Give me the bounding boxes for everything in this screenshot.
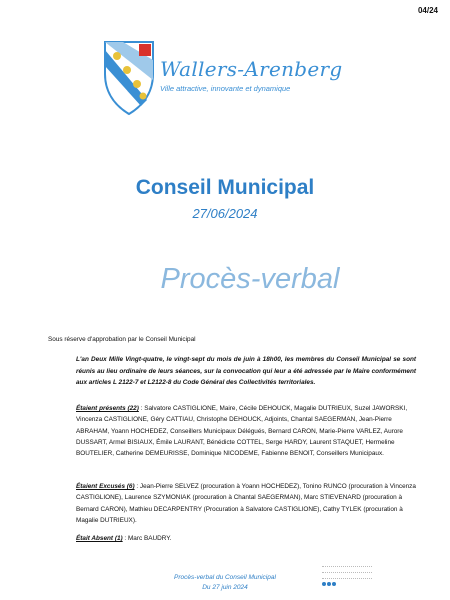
excused-list: : Jean-Pierre SELVEZ (procuration à Yoann HOCHEDEZ), Tonino RUNCO (procuration à Vincenza CASTIGLIONE), Laurence SZYMONIAK (procuration à Chantal SAEGERMAN), Marc STIEVENARD (procuration à Bernard CARON), Mathieu DECARPENTRY (Procuration à Salvatore CASTIGLIONE), Cathy TYLEK (procuration à Magalie DUTRIEUX). — [76, 483, 416, 524]
web-icon — [332, 582, 336, 586]
facebook-icon — [322, 582, 326, 586]
city-logo — [103, 40, 353, 130]
page-number: 04/24 — [417, 6, 438, 15]
footer — [0, 573, 450, 593]
present-members — [76, 403, 416, 459]
footer-line-1: Procès-verbal du Conseil Municipal — [174, 574, 276, 581]
present-label: Étaient présents (22) — [76, 405, 139, 412]
brand-name: Wallers-Arenberg — [160, 57, 343, 81]
page-title: Conseil Municipal — [135, 176, 315, 199]
excused-members — [76, 481, 416, 526]
excused-label: Étaient Excusés (6) — [76, 483, 135, 490]
footer-line-2: Du 27 juin 2024 — [202, 584, 248, 591]
brand-tagline: Ville attractive, innovante et dynamique — [160, 84, 291, 93]
social-icons — [322, 582, 336, 586]
absent-list: : Marc BAUDRY. — [122, 535, 172, 542]
shield-icon — [103, 40, 155, 116]
intro-paragraph: L'an Deux Mille Vingt-quatre, le vingt-sept du mois de juin à 18h00, les membres du Conseil Municipal se sont réunis au lieu ordinaire de leurs séances, sur la convocation qui leur a été adressée par le Maire conformément aux articles L 2122-7 et L2122-8 du Code Général des Collectivités territoriales. — [76, 356, 416, 386]
meeting-date: 27/06/2024 — [192, 206, 258, 221]
contact-line — [322, 572, 372, 576]
present-list: : Salvatore CASTIGLIONE, Maire, Cécile DEHOUCK, Magalie DUTRIEUX, Suzel JAWORSKI, Vincenza CASTIGLIONE, Géry CATTIAU, Christophe DEHOUCK, Adjoints, Chantal SAEGERMAN, Jean-Pierre ABRAHAM, Yoann HOCHEDEZ, Conseillers Municipaux Délégués, Bernard CARON, Marie-Pierre VARLEZ, Aurore DUSSART, Armel BISIAUX, Émile LAURANT, Bénédicte COTTEL, Serge HARDY, Laurent STAQUET, Hermeline BOUTELIER, Catherine DEMEURISSE, Dominique NICODEME, Fabienne BENOIT, Conseillers Municipaux. — [76, 405, 408, 458]
absent-members — [76, 533, 416, 544]
approval-note: Sous réserve d'approbation par le Conseil Municipal — [48, 336, 196, 343]
instagram-icon — [327, 582, 331, 586]
contact-line — [322, 566, 372, 570]
document-type: Procès-verbal — [160, 263, 340, 295]
contact-block — [322, 566, 372, 582]
absent-label: Était Absent (1) — [76, 535, 123, 542]
